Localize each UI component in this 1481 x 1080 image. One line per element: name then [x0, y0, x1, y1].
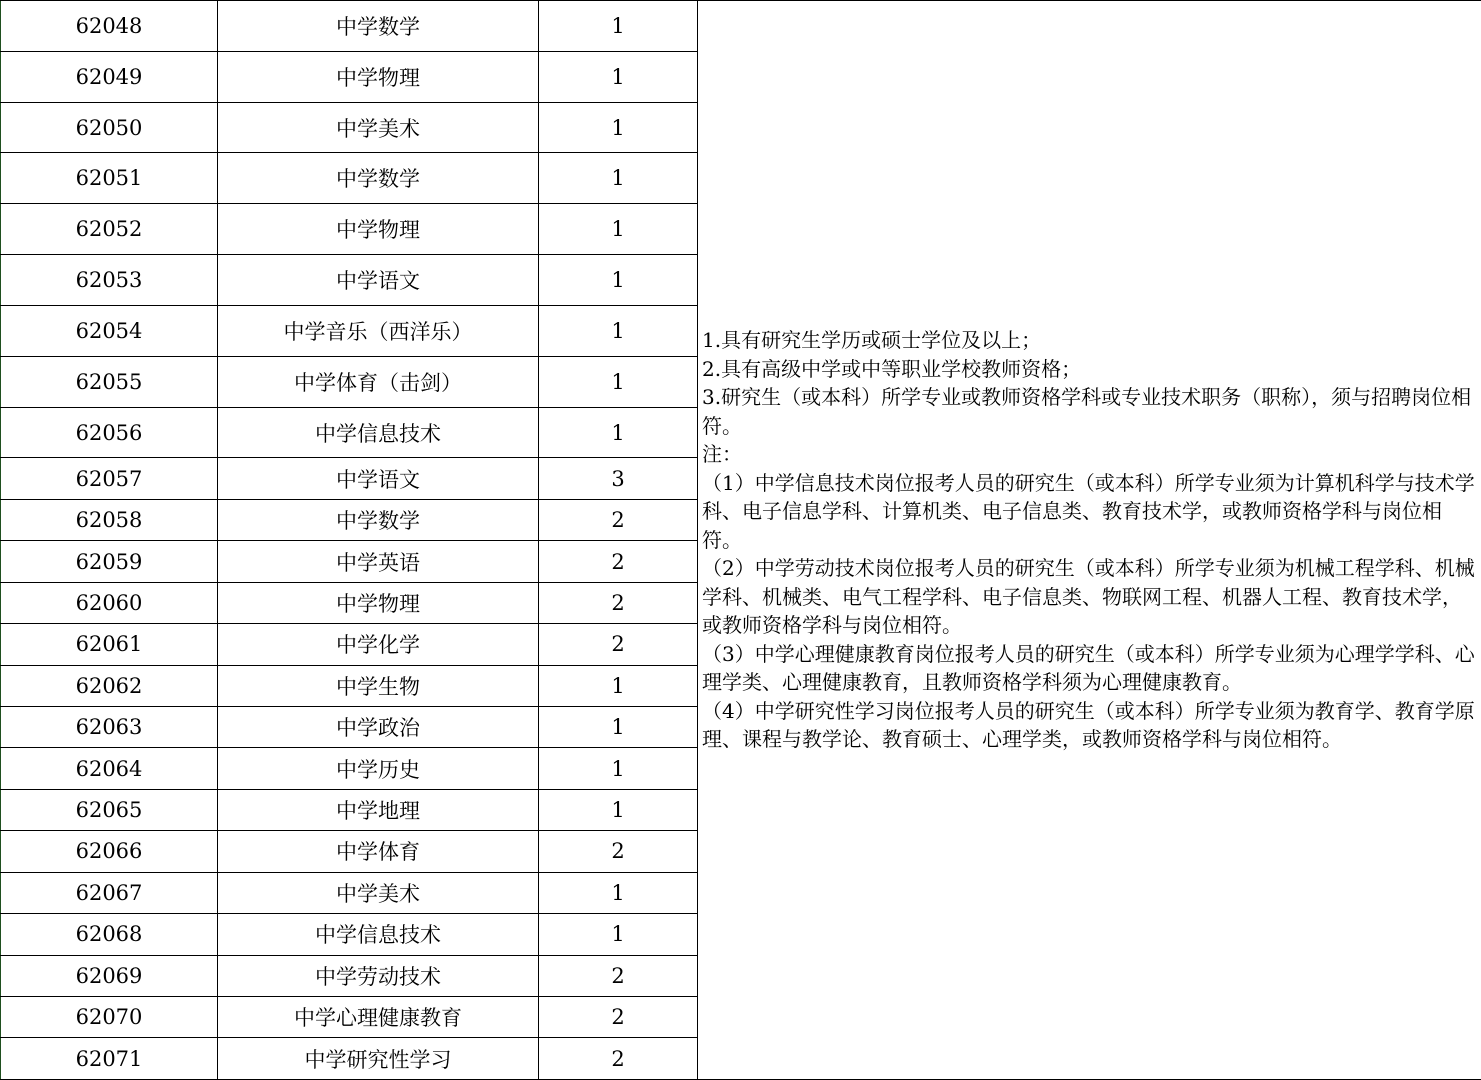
note-item: （1）中学信息技术岗位报考人员的研究生（或本科）所学专业须为计算机科学与技术学科、电子信息学科、计算机类、电子信息类、教育技术学，或教师资格学科与岗位相符。 [702, 470, 1475, 552]
table-row [1, 1, 1481, 52]
position-subject: 中学英语 [218, 541, 539, 582]
position-subject: 中学体育 [218, 831, 539, 872]
position-code: 62050 [1, 102, 218, 153]
position-subject: 中学研究性学习 [218, 1038, 539, 1080]
position-count: 1 [539, 356, 698, 407]
position-code: 62068 [1, 914, 218, 955]
position-subject: 中学物理 [218, 582, 539, 623]
position-count: 2 [539, 541, 698, 582]
position-subject: 中学历史 [218, 748, 539, 789]
position-count: 1 [539, 914, 698, 955]
position-count: 1 [539, 255, 698, 306]
position-subject: 中学地理 [218, 789, 539, 830]
position-count: 2 [539, 1038, 698, 1080]
position-count: 2 [539, 996, 698, 1037]
requirement-item: 1.具有研究生学历或硕士学位及以上； [702, 328, 1042, 353]
position-code: 62069 [1, 955, 218, 996]
position-code: 62051 [1, 153, 218, 204]
position-subject: 中学物理 [218, 51, 539, 102]
note-heading: 注： [702, 442, 742, 467]
position-count: 2 [539, 499, 698, 540]
position-code: 62058 [1, 499, 218, 540]
position-subject: 中学信息技术 [218, 407, 539, 458]
position-code: 62059 [1, 541, 218, 582]
position-count: 2 [539, 624, 698, 665]
position-subject: 中学生物 [218, 665, 539, 706]
requirement-item: 3.研究生（或本科）所学专业或教师资格学科或专业技术职务（职称），须与招聘岗位相符。 [702, 385, 1472, 438]
position-code: 62067 [1, 872, 218, 913]
position-subject: 中学物理 [218, 204, 539, 255]
position-code: 62052 [1, 204, 218, 255]
position-code: 62048 [1, 1, 218, 52]
position-code: 62070 [1, 996, 218, 1037]
note-item: （2）中学劳动技术岗位报考人员的研究生（或本科）所学专业须为机械工程学科、机械学科、机械类、电气工程学科、电子信息类、物联网工程、机器人工程、教育技术学，或教师资格学科与岗位相符。 [702, 556, 1475, 638]
position-subject: 中学音乐（西洋乐） [218, 305, 539, 356]
position-code: 62064 [1, 748, 218, 789]
position-code: 62066 [1, 831, 218, 872]
position-count: 3 [539, 458, 698, 499]
position-code: 62061 [1, 624, 218, 665]
position-count: 1 [539, 706, 698, 747]
position-code: 62065 [1, 789, 218, 830]
position-code: 62063 [1, 706, 218, 747]
position-code: 62056 [1, 407, 218, 458]
position-code: 62055 [1, 356, 218, 407]
position-subject: 中学数学 [218, 1, 539, 52]
position-count: 2 [539, 831, 698, 872]
position-subject: 中学语文 [218, 255, 539, 306]
position-subject: 中学美术 [218, 872, 539, 913]
position-count: 1 [539, 305, 698, 356]
position-count: 1 [539, 407, 698, 458]
requirements-cell [698, 1, 1481, 1080]
position-subject: 中学信息技术 [218, 914, 539, 955]
position-count: 2 [539, 582, 698, 623]
note-item: （4）中学研究性学习岗位报考人员的研究生（或本科）所学专业须为教育学、教育学原理、课程与教学论、教育硕士、心理学类，或教师资格学科与岗位相符。 [702, 698, 1475, 752]
position-subject: 中学化学 [218, 624, 539, 665]
position-count: 1 [539, 1, 698, 52]
position-subject: 中学心理健康教育 [218, 996, 539, 1037]
position-count: 1 [539, 665, 698, 706]
position-subject: 中学数学 [218, 153, 539, 204]
position-count: 1 [539, 789, 698, 830]
position-count: 1 [539, 872, 698, 913]
position-count: 1 [539, 153, 698, 204]
position-code: 62049 [1, 51, 218, 102]
position-subject: 中学体育（击剑） [218, 356, 539, 407]
position-count: 1 [539, 51, 698, 102]
position-subject: 中学劳动技术 [218, 955, 539, 996]
position-subject: 中学数学 [218, 499, 539, 540]
position-code: 62060 [1, 582, 218, 623]
position-code: 62062 [1, 665, 218, 706]
position-count: 1 [539, 102, 698, 153]
position-count: 1 [539, 204, 698, 255]
position-code: 62057 [1, 458, 218, 499]
position-count: 2 [539, 955, 698, 996]
note-item: （3）中学心理健康教育岗位报考人员的研究生（或本科）所学专业须为心理学学科、心理学类、心理健康教育，且教师资格学科须为心理健康教育。 [702, 641, 1475, 695]
position-code: 62071 [1, 1038, 218, 1080]
position-subject: 中学政治 [218, 706, 539, 747]
position-subject: 中学语文 [218, 458, 539, 499]
position-code: 62054 [1, 305, 218, 356]
position-count: 1 [539, 748, 698, 789]
requirement-item: 2.具有高级中学或中等职业学校教师资格； [702, 356, 1082, 381]
position-subject: 中学美术 [218, 102, 539, 153]
position-code: 62053 [1, 255, 218, 306]
